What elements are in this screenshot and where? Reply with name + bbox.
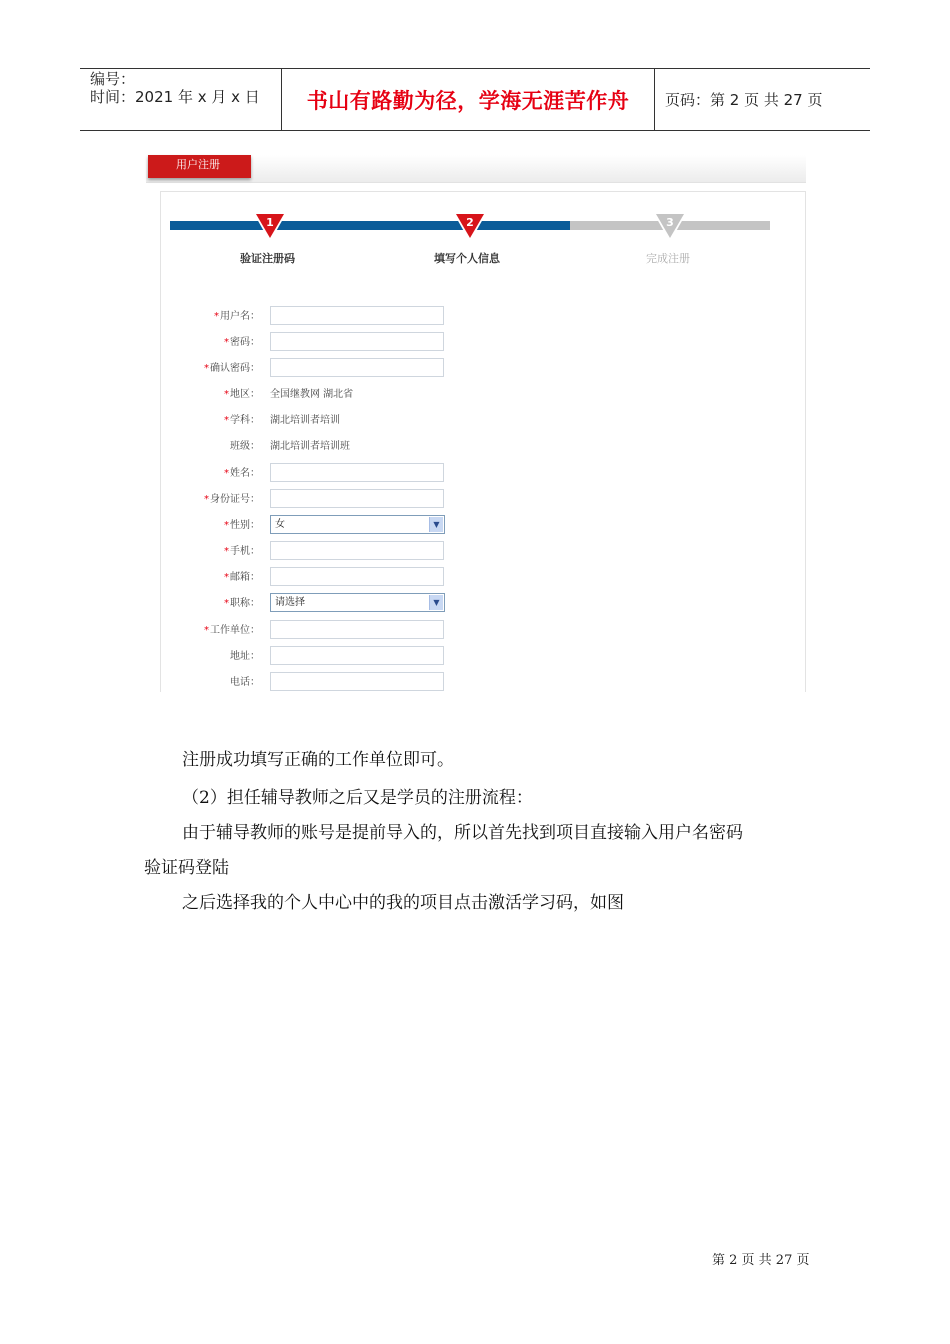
form-row-region (146, 384, 466, 406)
form-row-email (146, 567, 466, 589)
header-page-number: 页码：第 2 页 共 27 页 (665, 91, 823, 109)
progress-track-done (170, 221, 570, 230)
field-label: 性别： (230, 520, 260, 531)
field-label: 手机： (230, 546, 260, 557)
required-mark: * (204, 625, 209, 636)
form-row-confirm-password (146, 358, 466, 380)
form-row-password (146, 332, 466, 354)
form-row-phone (146, 672, 466, 694)
phone-input[interactable] (270, 672, 444, 691)
required-mark: * (224, 337, 229, 348)
step-3-label: 完成注册 (646, 252, 690, 265)
email-input[interactable] (270, 567, 444, 586)
step-1-number: 1 (266, 216, 274, 229)
form-row-title (146, 593, 466, 615)
chevron-down-icon[interactable]: ▼ (429, 595, 443, 610)
required-mark: * (224, 598, 229, 609)
form-row-username (146, 306, 466, 328)
required-mark: * (224, 468, 229, 479)
form-row-employer (146, 620, 466, 642)
field-label: 电话： (230, 677, 260, 688)
paragraph-1: 注册成功填写正确的工作单位即可。 (182, 750, 454, 770)
region-value: 全国继教网 湖北省 (270, 389, 354, 400)
header-motto: 书山有路勤为径，学海无涯苦作舟 (306, 87, 630, 113)
step-2-marker-icon (452, 211, 488, 243)
form-row-class (146, 436, 466, 458)
field-label: 职称： (230, 598, 260, 609)
mobile-input[interactable] (270, 541, 444, 560)
required-mark: * (224, 415, 229, 426)
job-title-select[interactable] (270, 593, 445, 612)
confirm-password-input[interactable] (270, 358, 444, 377)
required-mark: * (214, 311, 219, 322)
name-input[interactable] (270, 463, 444, 482)
field-label: 用户名： (220, 311, 260, 322)
form-row-gender (146, 515, 466, 537)
form-row-subject (146, 410, 466, 432)
header-meta-cell (80, 69, 282, 130)
paragraph-3-line-2: 验证码登陆 (144, 858, 229, 878)
step-2-number: 2 (466, 216, 474, 229)
gender-select[interactable] (270, 515, 445, 534)
class-value: 湖北培训者培训班 (270, 441, 350, 452)
subject-value: 湖北培训者培训 (270, 415, 340, 426)
field-label: 邮箱： (230, 572, 260, 583)
field-label: 地区： (230, 389, 260, 400)
field-label: 姓名： (230, 468, 260, 479)
form-row-address (146, 646, 466, 668)
step-3-number: 3 (666, 216, 674, 229)
required-mark: * (204, 363, 209, 374)
paragraph-3-line-1: 由于辅导教师的账号是提前导入的，所以首先找到项目直接输入用户名密码 (182, 823, 743, 843)
required-mark: * (224, 389, 229, 400)
required-mark: * (224, 520, 229, 531)
required-mark: * (204, 494, 209, 505)
step-1-label: 验证注册码 (240, 252, 295, 265)
job-title-select-value: 请选择 (275, 597, 305, 608)
required-mark: * (224, 572, 229, 583)
header-motto-cell (282, 69, 655, 130)
password-input[interactable] (270, 332, 444, 351)
registration-screenshot (146, 155, 806, 691)
field-label: 工作单位： (210, 625, 260, 636)
document-time-label: 时间：2021 年 x 月 x 日 (90, 88, 260, 106)
form-row-name (146, 463, 466, 485)
field-label: 班级： (230, 441, 260, 452)
footer-page-number: 第 2 页 共 27 页 (712, 1253, 810, 1268)
gender-select-value: 女 (275, 519, 285, 530)
chevron-down-icon[interactable]: ▼ (429, 517, 443, 532)
employer-input[interactable] (270, 620, 444, 639)
document-number-label: 编号： (90, 70, 136, 88)
field-label: 确认密码： (210, 363, 260, 374)
field-label: 学科： (230, 415, 260, 426)
paragraph-2: （2）担任辅导教师之后又是学员的注册流程： (182, 788, 533, 808)
header-page-cell (655, 69, 870, 130)
required-mark: * (224, 546, 229, 557)
user-registration-tab[interactable]: 用户注册 (148, 155, 251, 178)
step-1-marker-icon (252, 211, 288, 243)
step-2-label: 填写个人信息 (434, 252, 500, 265)
field-label: 身份证号： (210, 494, 260, 505)
form-row-mobile (146, 541, 466, 563)
document-header (80, 68, 870, 131)
field-label: 地址： (230, 651, 260, 662)
id-number-input[interactable] (270, 489, 444, 508)
field-label: 密码： (230, 337, 260, 348)
step-3-marker-icon (652, 211, 688, 243)
address-input[interactable] (270, 646, 444, 665)
username-input[interactable] (270, 306, 444, 325)
paragraph-4: 之后选择我的个人中心中的我的项目点击激活学习码，如图 (182, 893, 624, 913)
form-row-id-number (146, 489, 466, 511)
